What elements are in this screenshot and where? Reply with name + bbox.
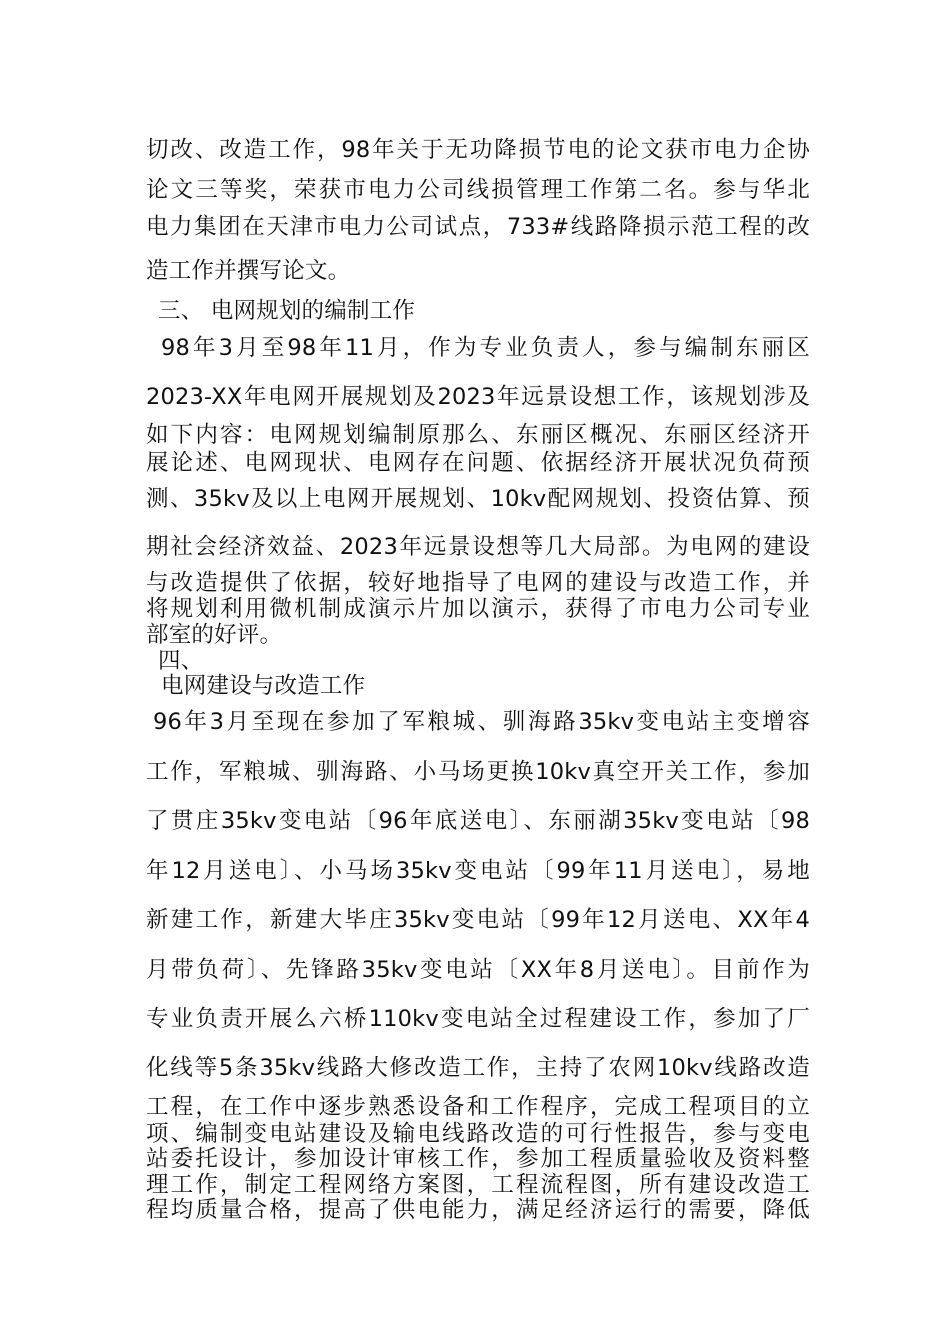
body-text-line: 了贯庄35kv变电站〔96年底送电〕、东丽湖35kv变电站〔98 <box>146 808 810 834</box>
body-text-line: 将规划利用微机制成演示片加以演示，获得了市电力公司专业 <box>146 596 810 622</box>
body-text-line: 切改、改造工作，98年关于无功降损节电的论文获市电力企协 <box>146 137 810 163</box>
body-text-line: 2023-XX年电网开展规划及2023年远景设想工作，该规划涉及 <box>146 384 810 410</box>
body-text-line: 展论述、电网现状、电网存在问题、依据经济开展状况负荷预 <box>146 450 810 476</box>
body-text-line: 项、编制变电站建设及输电线路改造的可行性报告，参与变电 <box>146 1121 810 1147</box>
section-heading-construction: 电网建设与改造工作 <box>161 673 366 699</box>
body-text-line: 工程，在工作中逐步熟悉设备和工作程序，完成工程项目的立 <box>146 1094 810 1120</box>
body-text-line: 测、35kv及以上电网开展规划、10kv配网规划、投资估算、预 <box>146 486 810 512</box>
body-text-line: 98年3月至98年11月，作为专业负责人，参与编制东丽区 <box>161 335 810 361</box>
body-text-line: 电力集团在天津市电力公司试点，733#线路降损示范工程的改 <box>146 214 810 240</box>
body-text-line: 专业负责开展么六桥110kv变电站全过程建设工作，参加了厂 <box>146 1006 810 1032</box>
body-text-line: 部室的好评。 <box>146 622 283 648</box>
body-text-line: 程均质量合格，提高了供电能力，满足经济运行的需要，降低 <box>146 1197 810 1223</box>
body-text-line: 化线等5条35kv线路大修改造工作，主持了农网10kv线路改造 <box>146 1055 810 1081</box>
body-text-line: 论文三等奖，荣获市电力公司线损管理工作第二名。参与华北 <box>146 177 810 203</box>
body-text-line: 如下内容：电网规划编制原那么、东丽区概况、东丽区经济开 <box>146 422 810 448</box>
body-text-line: 理工作，制定工程网络方案图，工程流程图，所有建设改造工 <box>146 1172 810 1198</box>
body-text-line: 月带负荷〕、先锋路35kv变电站〔XX年8月送电〕。目前作为 <box>146 957 810 983</box>
body-text-line: 站委托设计，参加设计审核工作，参加工程质量验收及资料整 <box>146 1146 810 1172</box>
section-heading-planning: 三、 电网规划的编制工作 <box>158 298 416 324</box>
section-number-four: 四、 <box>158 648 204 674</box>
body-text-line: 新建工作，新建大毕庄35kv变电站〔99年12月送电、XX年4 <box>146 907 810 933</box>
body-text-line: 期社会经济效益、2023年远景设想等几大局部。为电网的建设 <box>146 534 810 560</box>
body-text-line: 与改造提供了依据，较好地指导了电网的建设与改造工作，并 <box>146 570 810 596</box>
body-text-line: 造工作并撰写论文。 <box>146 258 351 284</box>
body-text-line: 年12月送电〕、小马场35kv变电站〔99年11月送电〕，易地 <box>146 858 810 884</box>
body-text-line: 工作，军粮城、驯海路、小马场更换10kv真空开关工作，参加 <box>146 759 810 785</box>
body-text-line: 96年3月至现在参加了军粮城、驯海路35kv变电站主变增容 <box>153 709 810 735</box>
